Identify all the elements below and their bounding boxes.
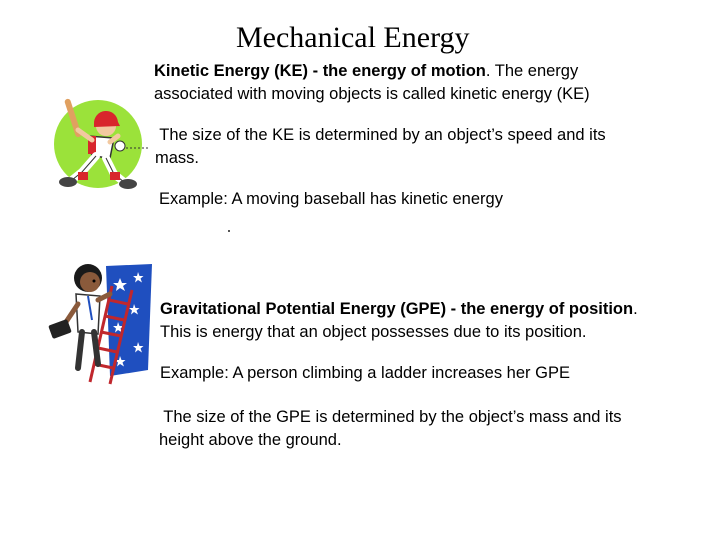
stray-dot [228, 230, 230, 232]
potential-definition-rest: . [633, 300, 638, 318]
kinetic-size-line1: The size of the KE is determined by an object’s speed and its [155, 126, 606, 144]
kinetic-example: Example: A moving baseball has kinetic energy [159, 190, 503, 208]
kinetic-size-text [155, 124, 606, 170]
kinetic-definition [154, 60, 590, 106]
kinetic-definition-line2: associated with moving objects is called kinetic energy (KE) [154, 85, 590, 103]
kinetic-term: Kinetic Energy (KE) - the energy of motion [154, 62, 486, 80]
potential-size-line1: The size of the GPE is determined by the object’s mass and its [159, 408, 622, 426]
baseball-player-icon [48, 96, 152, 194]
potential-size-line2: height above the ground. [159, 431, 342, 449]
ladder-climber-icon [48, 260, 154, 384]
slide-title: Mechanical Energy [236, 21, 470, 54]
potential-definition-line2: This is energy that an object possesses due to its position. [160, 323, 587, 341]
kinetic-definition-rest: . The energy [485, 62, 579, 80]
potential-example: Example: A person climbing a ladder increases her GPE [160, 364, 570, 382]
kinetic-size-line2: mass. [155, 149, 200, 167]
potential-size-text [159, 406, 622, 452]
potential-definition [160, 298, 638, 344]
potential-term: Gravitational Potential Energy (GPE) - the energy of position [160, 300, 634, 318]
